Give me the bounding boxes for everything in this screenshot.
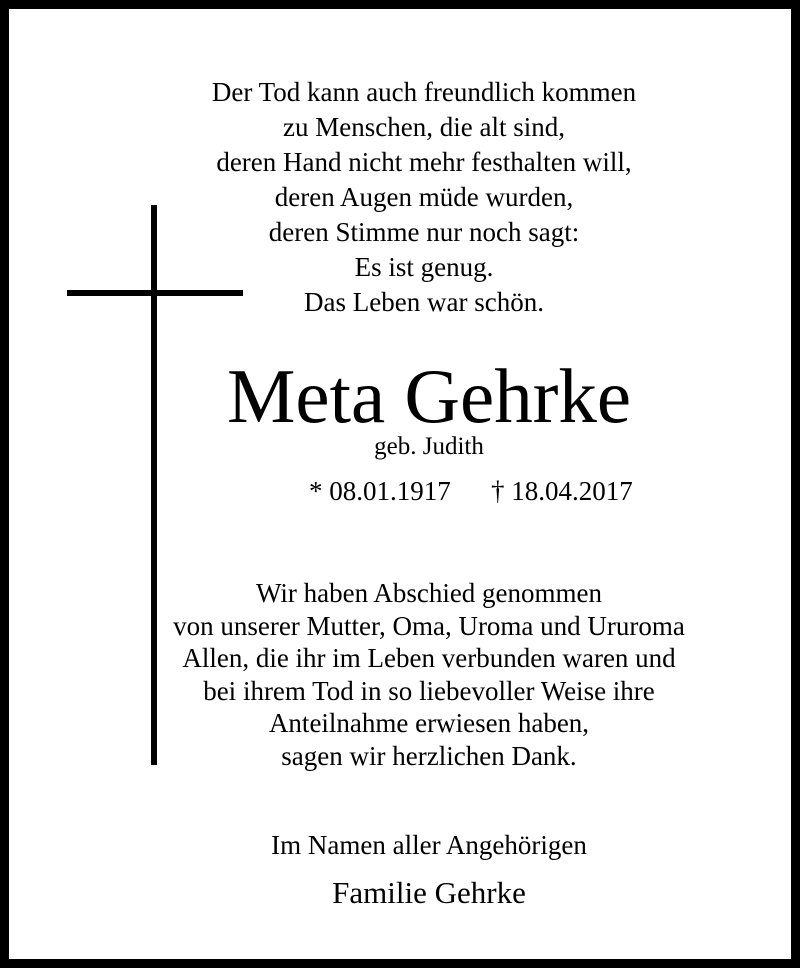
- message-line: Wir haben Abschied genommen: [255, 578, 603, 608]
- family-signature: Familie Gehrke: [332, 875, 526, 910]
- poem-line: Das Leben war schön.: [304, 287, 544, 317]
- poem-line: zu Menschen, die alt sind,: [283, 112, 565, 142]
- memorial-poem: [199, 75, 649, 320]
- message-line: bei ihrem Tod in so liebevoller Weise ihre: [203, 675, 655, 706]
- thank-you-message: [159, 577, 699, 772]
- message-line: sagen wir herzlichen Dank.: [281, 740, 577, 771]
- poem-line: deren Stimme nur noch sagt:: [268, 217, 580, 247]
- poem-line: deren Augen müde wurden,: [274, 182, 574, 212]
- maiden-name: geb. Judith: [374, 433, 484, 460]
- message-line: Allen, die ihr im Leben verbunden waren und: [182, 643, 676, 673]
- signoff-intro: Im Namen aller Angehörigen: [271, 830, 587, 860]
- death-date: † 18.04.2017: [491, 476, 633, 506]
- birth-date: * 08.01.1917: [309, 476, 451, 506]
- message-line: von unserer Mutter, Oma, Uroma und Ururoma: [173, 610, 685, 641]
- poem-line: Der Tod kann auch freundlich kommen: [211, 77, 637, 107]
- message-line: Anteilnahme erwiesen haben,: [268, 708, 590, 738]
- poem-line: Es ist genug.: [354, 252, 494, 282]
- deceased-name: Meta Gehrke: [226, 353, 632, 439]
- poem-line: deren Hand nicht mehr festhalten will,: [216, 147, 632, 177]
- cross-vertical-beam: [151, 205, 157, 765]
